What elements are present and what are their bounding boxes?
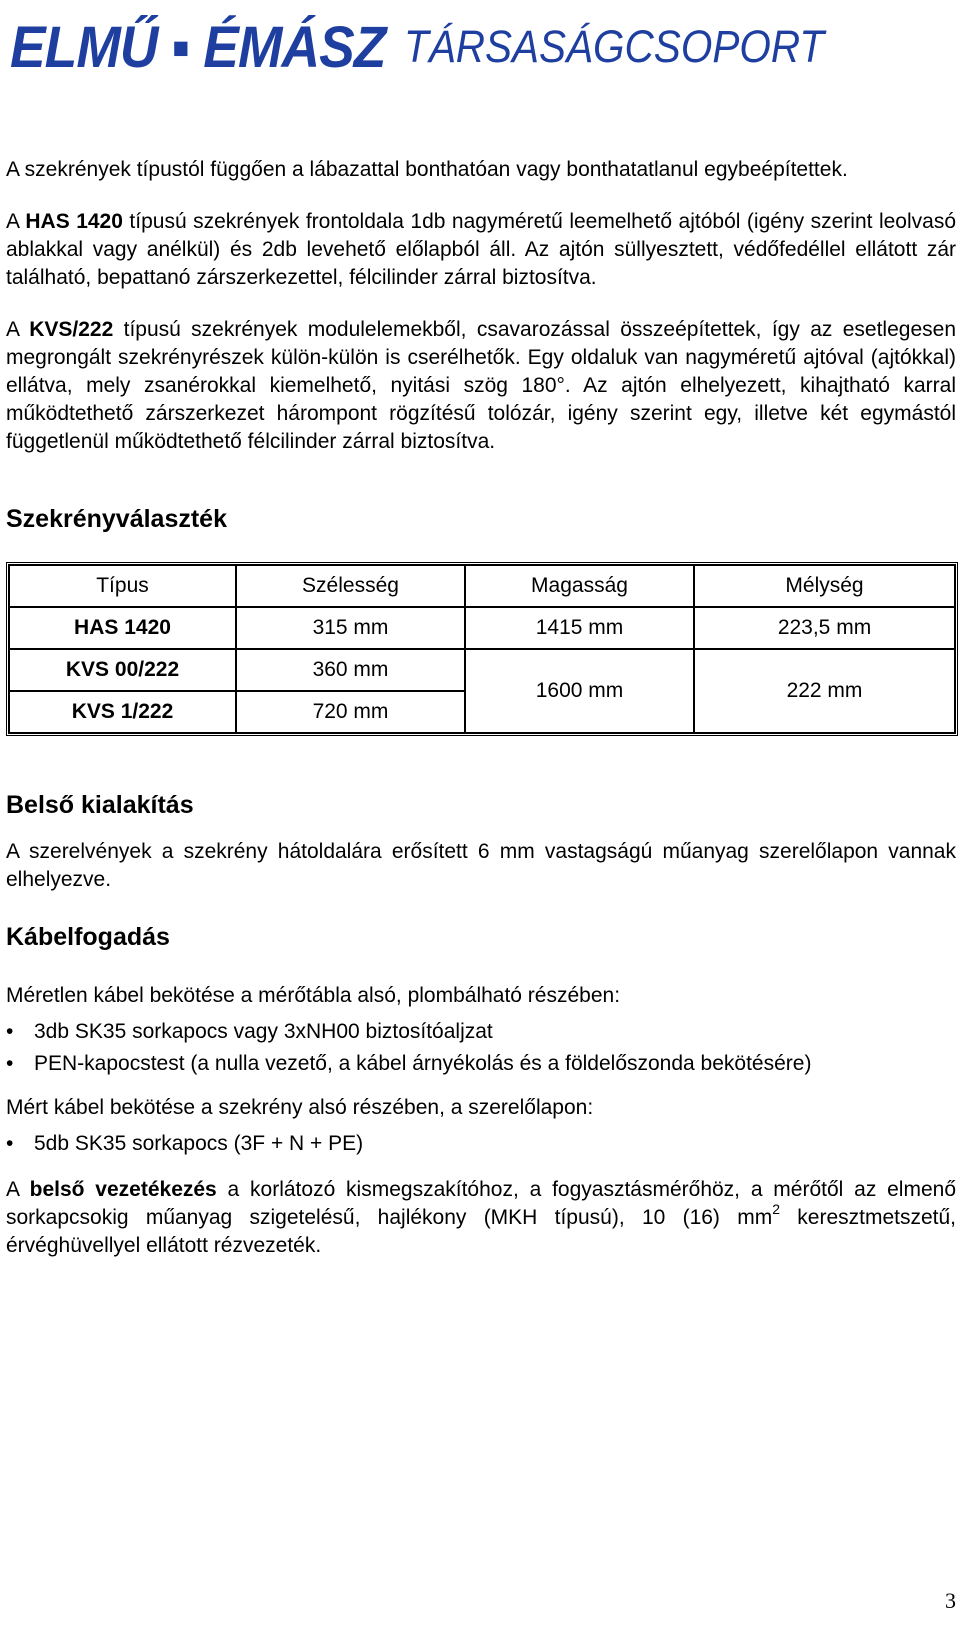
model-name: KVS/222 — [29, 318, 114, 341]
list-item-text: 5db SK35 sorkapocs (3F + N + PE) — [34, 1132, 364, 1155]
list-item — [6, 1018, 956, 1046]
text-fragment: A — [6, 318, 30, 341]
model-name: HAS 1420 — [25, 210, 123, 233]
table-row — [9, 607, 955, 649]
section-heading-selection: Szekrényválaszték — [6, 505, 227, 533]
logo-subtitle: TÁRSASÁGCSOPORT — [404, 21, 825, 72]
column-header: Magasság — [465, 565, 694, 607]
paragraph-unmetered-intro: Méretlen kábel bekötése a mérőtábla alsó, plombálható részében: — [6, 984, 621, 1007]
column-header: Szélesség — [236, 565, 465, 607]
logo-brand: ELMŰ ▪ ÉMÁSZ — [10, 14, 386, 80]
cabinet-spec-table — [6, 562, 958, 736]
text-fragment: típusú szekrények modulelemekből, csavarozással összeépítettek, így az esetlegesen megrongált szekrényrészek külön-külön is cserélhetők. Egy oldaluk van nagyméretű ajtóval (ajtókkal) ellátva, mely zsanérokkal kiemelhető, nyitási szög 180°. Az ajtón elhelyezett, kihajtható karral működtethető zárszerkezet hárompont rögzítésű tolózár, igény szerint egy, illetve két egymástól függetlenül működtethető félcilinder zárral biztosítva. — [6, 318, 956, 453]
list-item — [6, 1050, 956, 1078]
column-header: Típus — [9, 565, 236, 607]
table-cell-height: 1600 mm — [465, 649, 694, 733]
paragraph-wiring — [6, 1176, 956, 1260]
paragraph-inner: A szerelvények a szekrény hátoldalára erősített 6 mm vastagságú műanyag szerelőlapon vannak elhelyezve. — [6, 840, 956, 891]
paragraph-kvs222 — [6, 316, 956, 456]
table-cell-width: 720 mm — [236, 691, 465, 733]
bold-term: belső vezetékezés — [29, 1178, 217, 1201]
paragraph-has1420 — [6, 208, 956, 292]
list-item — [6, 1130, 956, 1158]
paragraph-construction: A szekrények típustól függően a lábazattal bonthatóan vagy bonthatatlanul egybeépítettek. — [6, 158, 848, 181]
text-fragment: keresztmetszetű, érvéghüvellyel ellátott rézvezeték. — [6, 1206, 957, 1257]
text-fragment: A — [6, 210, 26, 233]
metered-list — [6, 1130, 956, 1158]
document-body — [6, 156, 956, 1260]
table-cell-depth: 222 mm — [694, 649, 955, 733]
company-logo — [10, 14, 871, 80]
table-cell-width: 360 mm — [236, 649, 465, 691]
table-cell-height: 1415 mm — [465, 607, 694, 649]
text-fragment: A — [6, 1178, 30, 1201]
paragraph-metered-intro: Mért kábel bekötése a szekrény alsó részében, a szerelőlapon: — [6, 1096, 594, 1119]
table-cell-type: KVS 1/222 — [9, 691, 236, 733]
table-cell-depth: 223,5 mm — [694, 607, 955, 649]
page-number: 3 — [945, 1588, 956, 1613]
section-heading-cable: Kábelfogadás — [6, 923, 170, 951]
bullet-icon: • — [6, 1132, 14, 1155]
table-cell-type: KVS 00/222 — [9, 649, 236, 691]
bullet-icon: • — [6, 1020, 14, 1043]
table-cell-width: 315 mm — [236, 607, 465, 649]
list-item-text: PEN-kapocstest (a nulla vezető, a kábel árnyékolás és a földelőszonda bekötésére) — [34, 1052, 812, 1075]
section-heading-inner: Belső kialakítás — [6, 791, 194, 819]
unmetered-list — [6, 1018, 956, 1078]
table-cell-type: HAS 1420 — [9, 607, 236, 649]
column-header: Mélység — [694, 565, 955, 607]
table-row — [9, 649, 955, 691]
text-fragment: a korlátozó kismegszakítóhoz, a fogyasztásmérőhöz, a mérőtől az elmenő sorkapcsokig műanyag szigetelésű, hajlékony (MKH típusú), 10 (16) mm — [6, 1178, 957, 1229]
bullet-icon: • — [6, 1052, 14, 1075]
list-item-text: 3db SK35 sorkapocs vagy 3xNH00 biztosítóaljzat — [34, 1020, 493, 1043]
superscript: 2 — [772, 1201, 780, 1217]
text-fragment: típusú szekrények frontoldala 1db nagyméretű leemelhető ajtóból (igény szerint leolvasó ablakkal vagy anélkül) és 2db levehető előlapból áll. Az ajtón süllyesztett, védőfedéllel ellátott zár található, bepattanó zárszerkezettel, félcilinder zárral biztosítva. — [6, 210, 957, 289]
table-header-row — [9, 565, 955, 607]
